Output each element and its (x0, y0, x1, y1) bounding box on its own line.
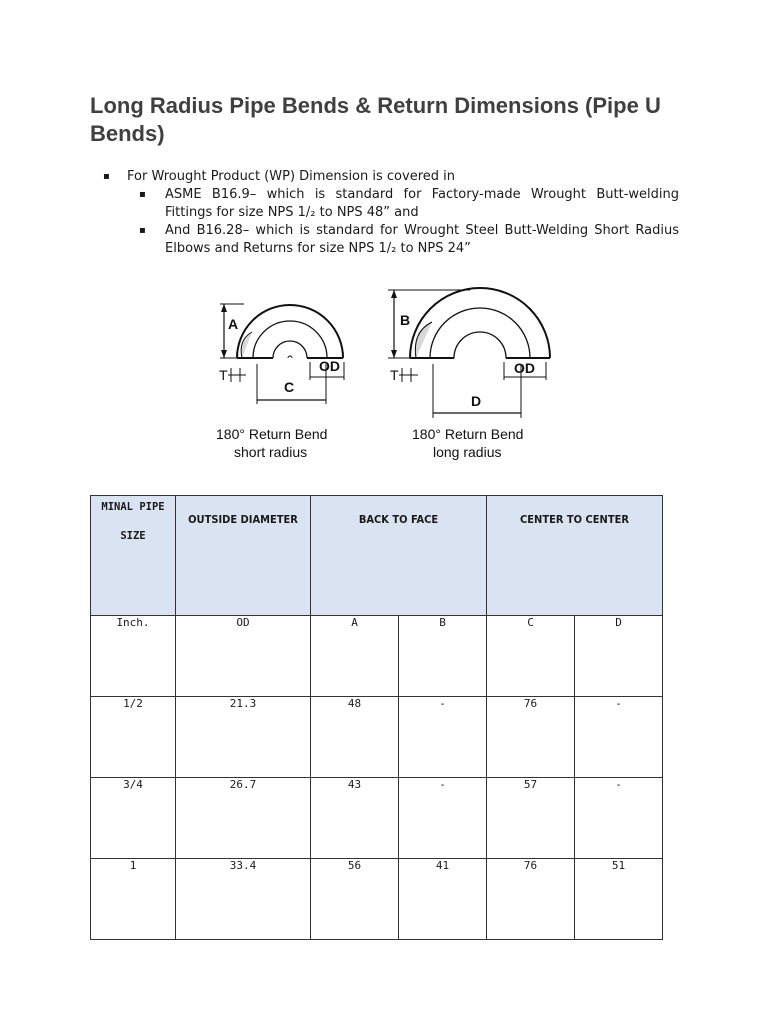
table-cell: 51 (575, 859, 663, 940)
table-cell: B (399, 616, 487, 697)
dim-d-label: D (471, 393, 482, 409)
header-back-to-face: BACK TO FACE (311, 496, 487, 616)
table-cell: 1 (91, 859, 176, 940)
dim-b-label: B (400, 312, 411, 328)
od-label: OD (319, 358, 340, 374)
square-bullet-icon: ▪ (139, 189, 146, 200)
sub-bullet-text: And B16.28– which is standard for Wrought Steel Butt-Welding Short Radius Elbows and Returns for size NPS 1/₂ to NPS 24” (165, 223, 679, 256)
square-bullet-icon: ▪ (139, 225, 146, 236)
header-center-to-center: CENTER TO CENTER (487, 496, 663, 616)
dimensions-table (90, 495, 663, 940)
dim-a-label: A (228, 316, 239, 332)
table-cell: 21.3 (176, 697, 311, 778)
page-title: Long Radius Pipe Bends & Return Dimensions (Pipe U Bends) (90, 93, 661, 146)
table-cell: 26.7 (176, 778, 311, 859)
table-cell: 76 (487, 697, 575, 778)
bullet-item (103, 168, 679, 186)
table-cell: 33.4 (176, 859, 311, 940)
caption-line1: 180° Return Bend (412, 426, 524, 442)
table-cell: 43 (311, 778, 399, 859)
table-cell: 76 (487, 859, 575, 940)
sub-bullet-item (139, 186, 679, 222)
table-cell: 1/2 (91, 697, 176, 778)
table-cell: 41 (399, 859, 487, 940)
bullet-list (103, 168, 679, 258)
table-cell: - (399, 697, 487, 778)
short-radius-bend (220, 304, 344, 404)
header-pipe-size (91, 496, 176, 616)
table-row (91, 859, 663, 940)
sub-bullet-list (139, 186, 679, 258)
square-bullet-icon: ▪ (103, 171, 110, 182)
dim-c-label: C (284, 379, 295, 395)
t-label: T (390, 367, 399, 383)
table-cell: 48 (311, 697, 399, 778)
table-cell: - (399, 778, 487, 859)
table-cell: D (575, 616, 663, 697)
table-cell: C (487, 616, 575, 697)
return-bend-diagram (200, 282, 570, 468)
table-cell: - (575, 778, 663, 859)
table-cell: OD (176, 616, 311, 697)
bullet-text: For Wrought Product (WP) Dimension is covered in (127, 169, 455, 184)
caption-line1: 180° Return Bend (216, 426, 328, 442)
long-radius-bend (388, 288, 550, 418)
table-cell: - (575, 697, 663, 778)
caption-line2: long radius (433, 444, 502, 460)
table-header-row (91, 496, 663, 616)
table-cell: A (311, 616, 399, 697)
header-outside-diameter: OUTSIDE DIAMETER (176, 496, 311, 616)
table-row (91, 778, 663, 859)
caption-line2: short radius (234, 444, 308, 460)
table-cell: 3/4 (91, 778, 176, 859)
table-cell: 57 (487, 778, 575, 859)
header-size-line1: MINAL PIPE (101, 501, 165, 513)
table-row (91, 697, 663, 778)
t-label: T (219, 367, 228, 383)
table-row (91, 616, 663, 697)
table-cell: 56 (311, 859, 399, 940)
od-label: OD (514, 360, 535, 376)
sub-bullet-item (139, 222, 679, 258)
header-size-line2: SIZE (120, 530, 146, 542)
sub-bullet-text: ASME B16.9– which is standard for Factory-made Wrought Butt-welding Fittings for size NPS 1/₂ to NPS 48” and (165, 187, 679, 220)
table-cell: Inch. (91, 616, 176, 697)
